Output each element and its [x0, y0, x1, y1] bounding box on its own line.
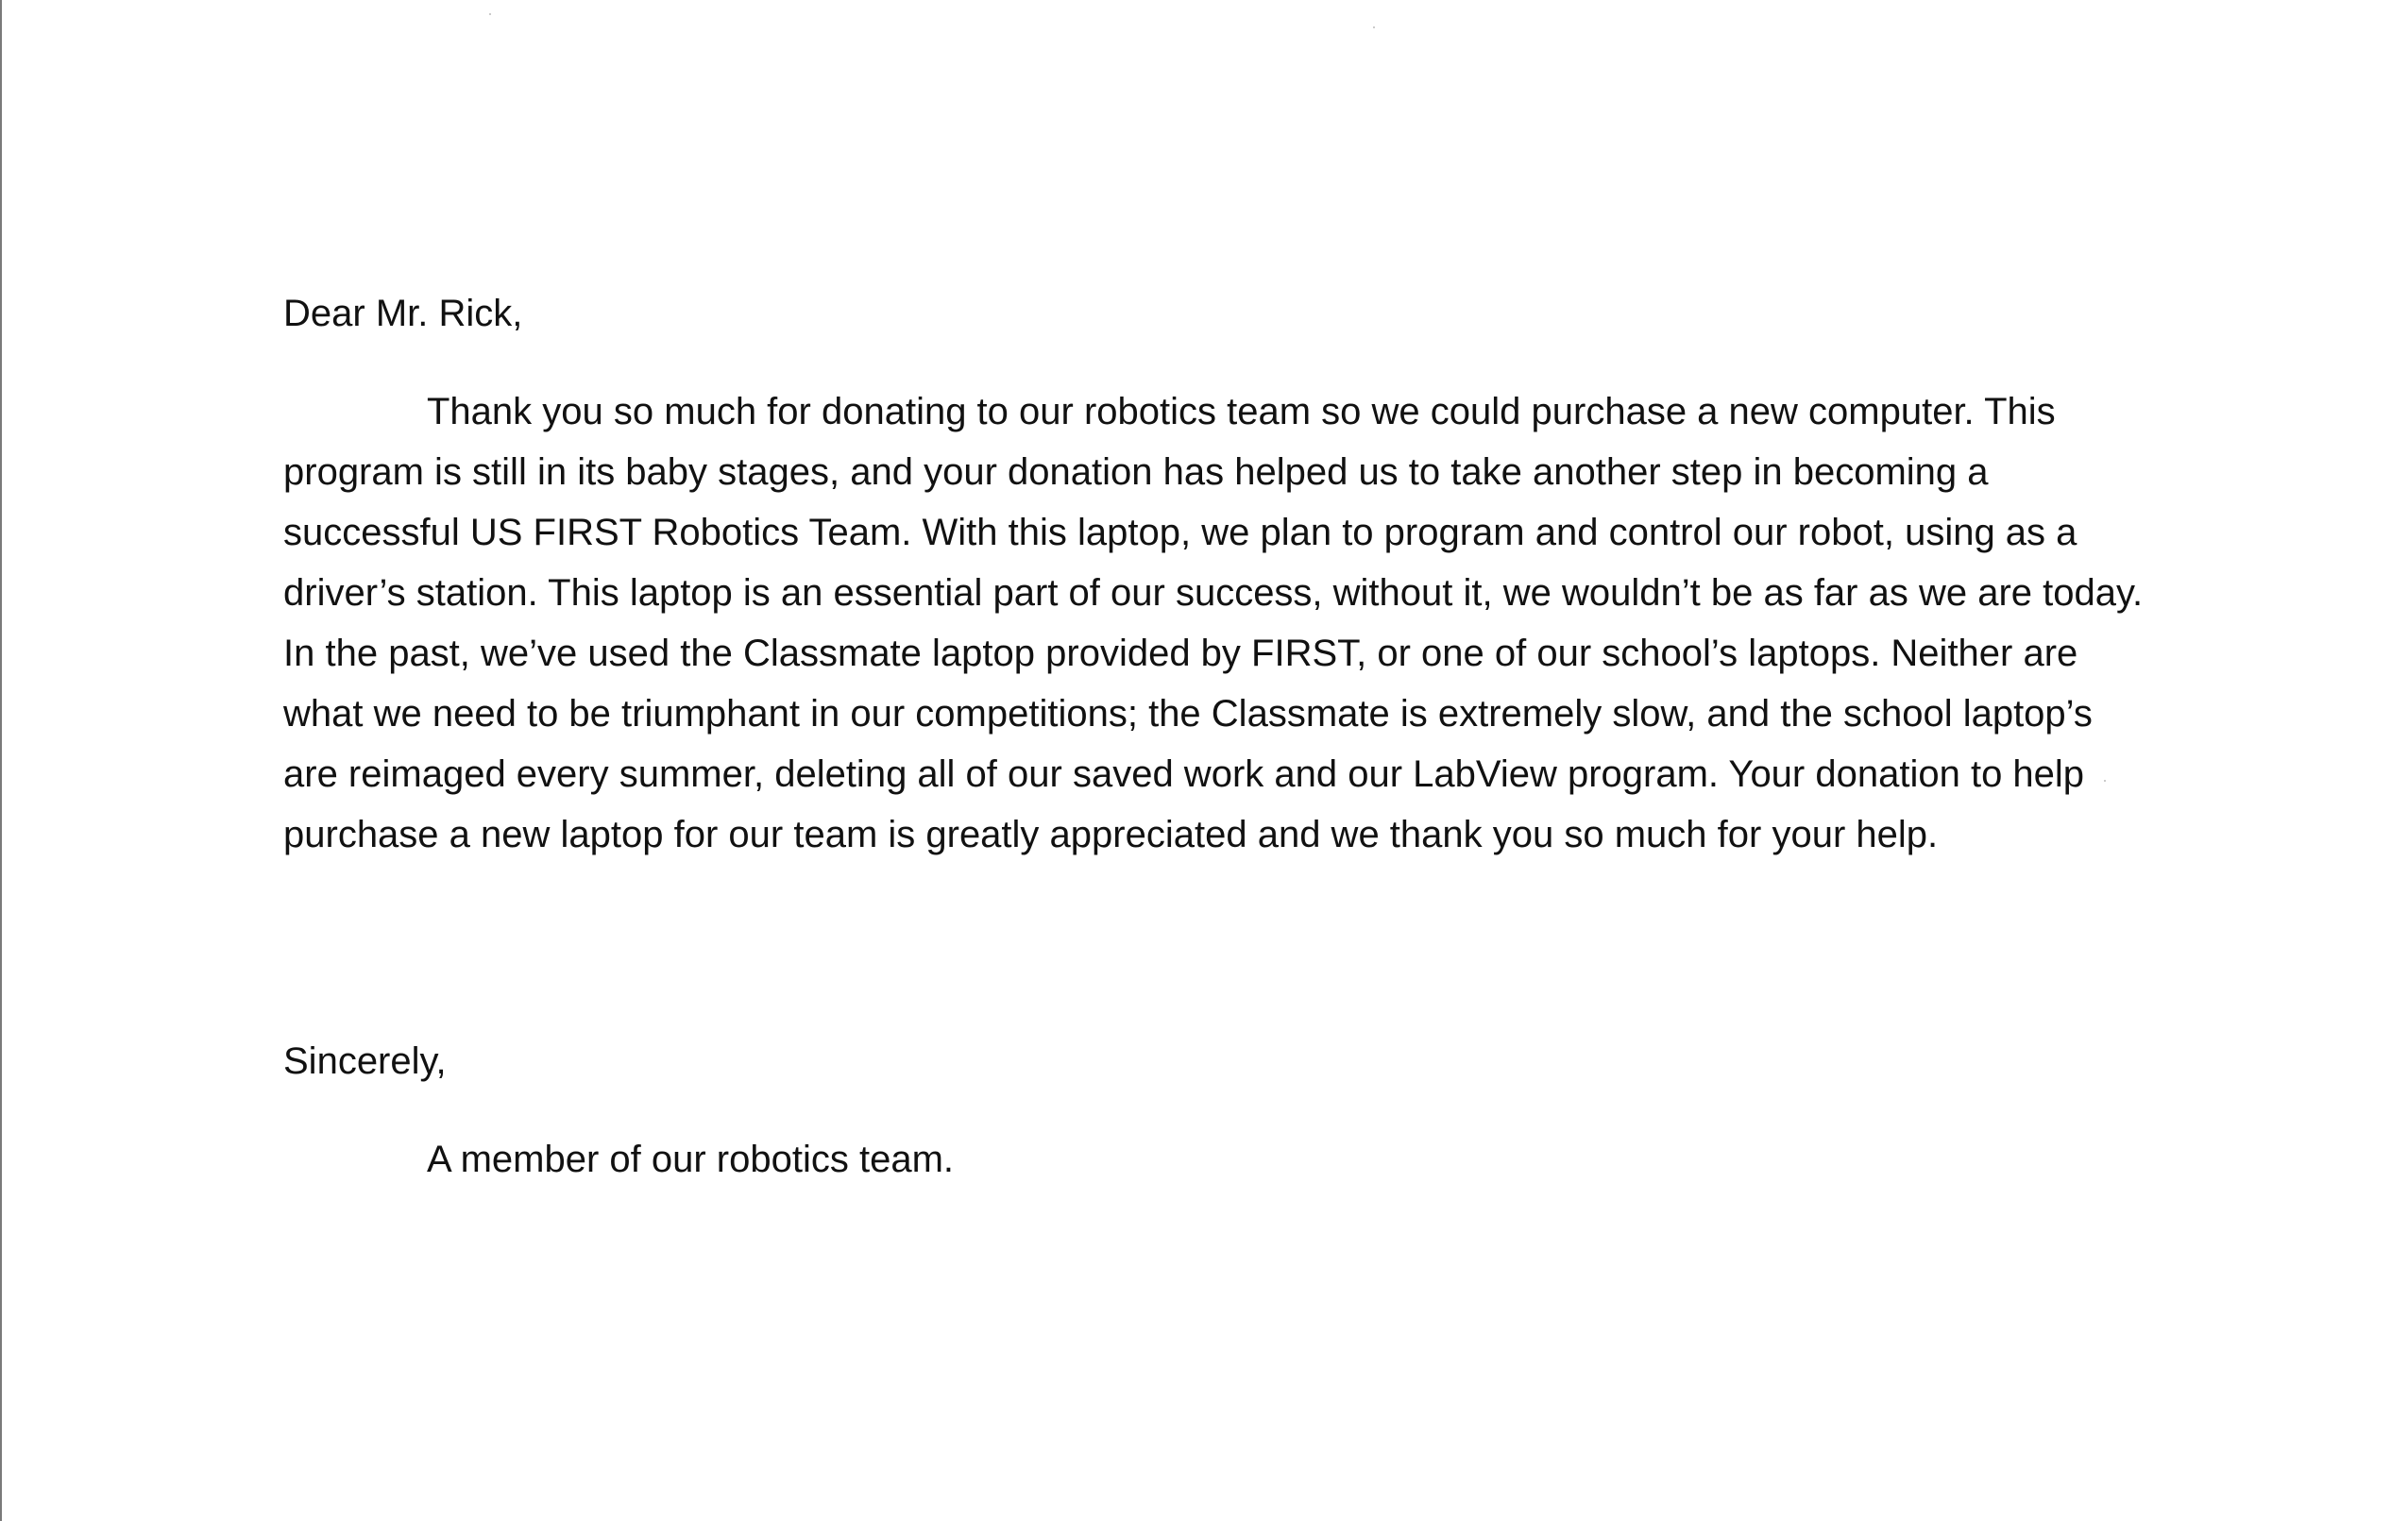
letter-body [283, 283, 2153, 1190]
closing: Sincerely, [283, 1040, 447, 1082]
signature: A member of our robotics team. [427, 1139, 955, 1180]
letter-paragraph: Thank you so much for donating to our robotics team so we could purchase a new computer. This program is still in its baby stages, and your donation has helped us to take another step in becoming a successful US FIRST Robotics Team. With this laptop, we plan to program and control our robot, using as a driver’s station. This laptop is an essential part of our success, without it, we wouldn’t be as far as we are today. In the past, we’ve used the Classmate laptop provided by FIRST, or one of our school’s laptops. Neither are what we need to be triumphant in our competitions; the Classmate is extremely slow, and the school laptop’s are reimaged every summer, deleting all of our saved work and our LabView program. Your donation to help purchase a new laptop for our team is greatly appreciated and we thank you so much for your help. [283, 391, 2144, 855]
salutation: Dear Mr. Rick, [283, 293, 523, 334]
scan-border-line [0, 0, 2, 1521]
scan-speck [489, 13, 491, 15]
scan-speck [1373, 26, 1375, 28]
